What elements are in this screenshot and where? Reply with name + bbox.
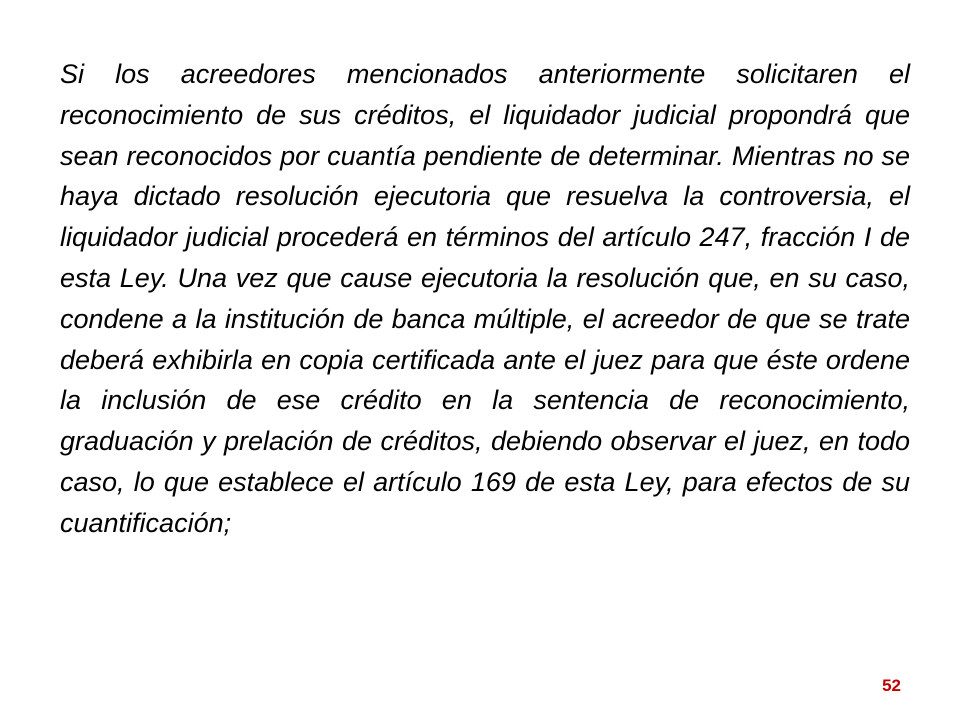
page-number: 52 <box>882 676 901 695</box>
body-text: Si los acreedores mencionados anteriormente solicitaren el reconocimiento de sus créditos, el liquidador judicial propondrá que sean reconocidos por cuantía pendiente de determinar. Mientras no se haya dictado resolución ejecutoria que resuelva la controversia, el liquidador judicial procederá en términos del artículo 247, fracción I de esta Ley. Una vez que cause ejecutoria la resolución que, en su caso, condene a la institución de banca múltiple, el acreedor de que se trate deberá exhibirla en copia certificada ante el juez para que éste ordene la inclusión de ese crédito en la sentencia de reconocimiento, graduación y prelación de créditos, debiendo observar el juez, en todo caso, lo que establece el artículo 169 de esta Ley, para efectos de su cuantificación; <box>60 59 910 538</box>
